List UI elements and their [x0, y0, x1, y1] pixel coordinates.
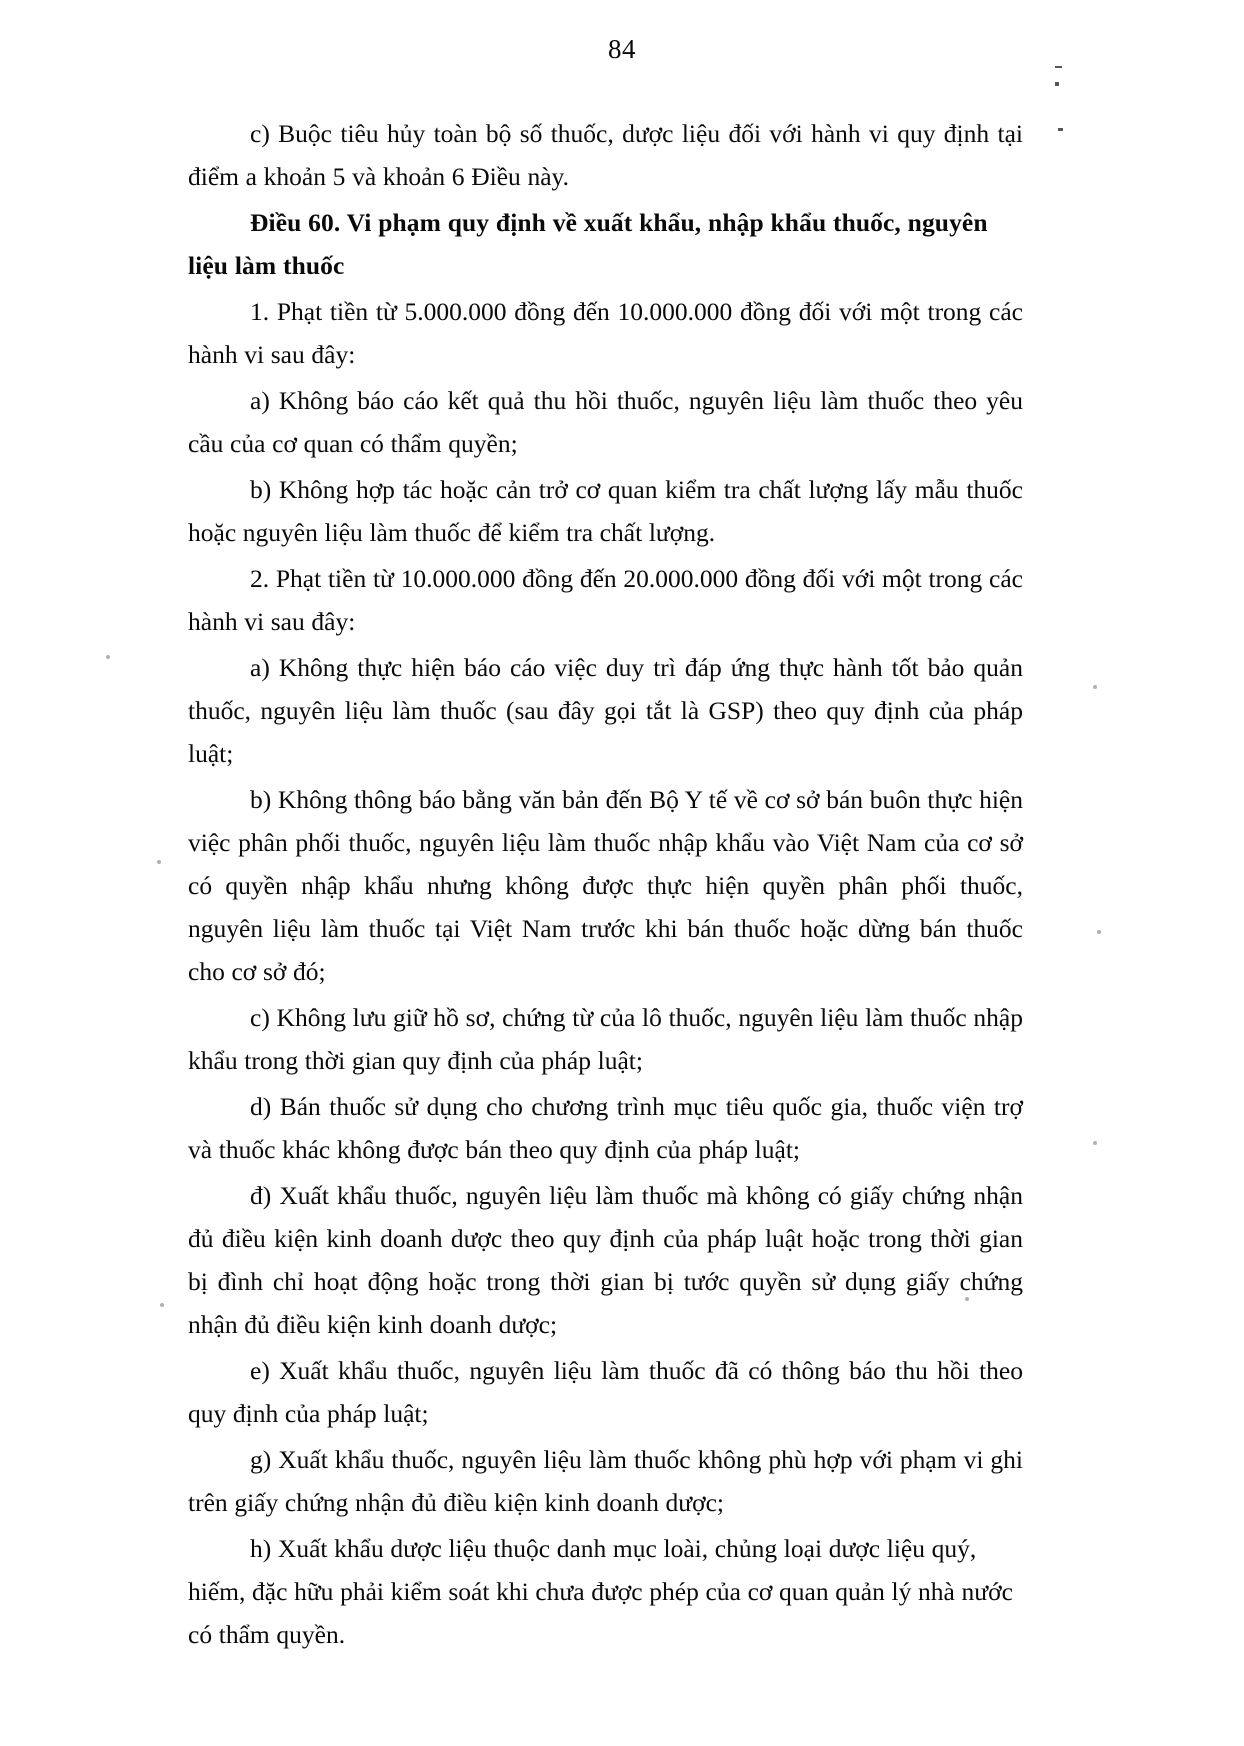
scan-speck — [106, 655, 110, 659]
scan-artifact — [1055, 66, 1062, 68]
scan-artifact — [1055, 82, 1059, 86]
scan-speck — [1097, 930, 1101, 934]
paragraph-2-dd: đ) Xuất khẩu thuốc, nguyên liệu làm thuốc mà không có giấy chứng nhận đủ điều kiện kinh doanh dược theo quy định của pháp luật hoặc trong thời gian bị đình chỉ hoạt động hoặc trong thời gian bị tước quyền sử dụng giấy chứng nhận đủ điều kiện kinh doanh dược; — [188, 1181, 1023, 1339]
document-body — [188, 112, 1023, 1659]
scan-artifact — [1058, 128, 1063, 131]
paragraph-1-b: b) Không hợp tác hoặc cản trở cơ quan kiểm tra chất lượng lấy mẫu thuốc hoặc nguyên liệu làm thuốc để kiểm tra chất lượng. — [188, 475, 1023, 547]
paragraph-1-a: a) Không báo cáo kết quả thu hồi thuốc, nguyên liệu làm thuốc theo yêu cầu của cơ quan có thẩm quyền; — [188, 386, 1023, 458]
paragraph-khoan-1: 1. Phạt tiền từ 5.000.000 đồng đến 10.000.000 đồng đối với một trong các hành vi sau đây: — [188, 297, 1023, 369]
scan-speck — [1093, 685, 1097, 689]
paragraph-2-e: e) Xuất khẩu thuốc, nguyên liệu làm thuốc đã có thông báo thu hồi theo quy định của pháp luật; — [188, 1356, 1023, 1428]
paragraph-2-c: c) Không lưu giữ hồ sơ, chứng từ của lô thuốc, nguyên liệu làm thuốc nhập khẩu trong thời gian quy định của pháp luật; — [188, 1003, 1023, 1075]
scan-speck — [1093, 1141, 1097, 1145]
paragraph-2-g: g) Xuất khẩu thuốc, nguyên liệu làm thuốc không phù hợp với phạm vi ghi trên giấy chứng nhận đủ điều kiện kinh doanh dược; — [188, 1445, 1023, 1517]
scan-speck — [157, 860, 161, 864]
scan-speck — [160, 1303, 164, 1307]
article-heading-dieu-60: Điều 60. Vi phạm quy định về xuất khẩu, nhập khẩu thuốc, nguyên liệu làm thuốc — [188, 208, 988, 280]
page-number: 84 — [608, 34, 636, 64]
paragraph-2-b: b) Không thông báo bằng văn bản đến Bộ Y tế về cơ sở bán buôn thực hiện việc phân phối thuốc, nguyên liệu làm thuốc nhập khẩu vào Việt Nam của cơ sở có quyền nhập khẩu nhưng không được thực hiện quyền phân phối thuốc, nguyên liệu làm thuốc tại Việt Nam trước khi bán thuốc hoặc dừng bán thuốc cho cơ sở đó; — [188, 785, 1023, 986]
paragraph-2-h: h) Xuất khẩu dược liệu thuộc danh mục loài, chủng loại dược liệu quý, hiếm, đặc hữu phải kiểm soát khi chưa được phép của cơ quan quản lý nhà nước có thẩm quyền. — [188, 1534, 1013, 1649]
paragraph-khoan-2: 2. Phạt tiền từ 10.000.000 đồng đến 20.000.000 đồng đối với một trong các hành vi sau đây: — [188, 564, 1023, 636]
paragraph-c-buoc-tieu-huy: c) Buộc tiêu hủy toàn bộ số thuốc, dược liệu đối với hành vi quy định tại điểm a khoản 5 và khoản 6 Điều này. — [188, 119, 1023, 191]
paragraph-2-a: a) Không thực hiện báo cáo việc duy trì đáp ứng thực hành tốt bảo quản thuốc, nguyên liệu làm thuốc (sau đây gọi tắt là GSP) theo quy định của pháp luật; — [188, 653, 1023, 768]
paragraph-2-d: d) Bán thuốc sử dụng cho chương trình mục tiêu quốc gia, thuốc viện trợ và thuốc khác không được bán theo quy định của pháp luật; — [188, 1092, 1023, 1164]
